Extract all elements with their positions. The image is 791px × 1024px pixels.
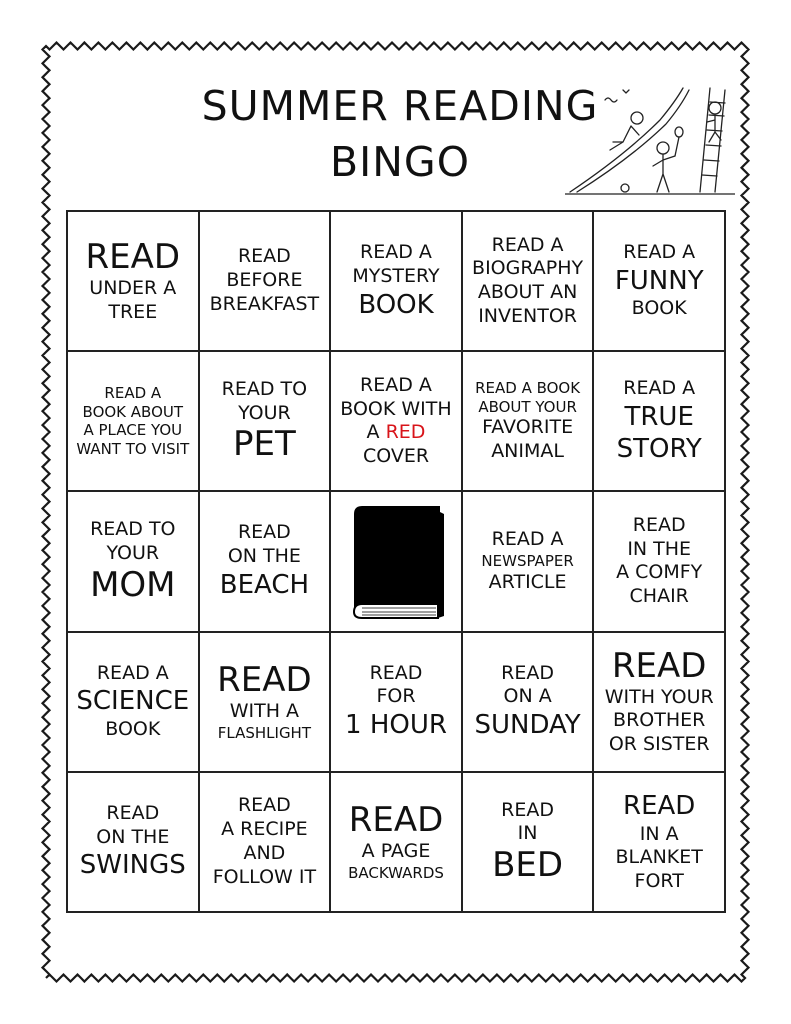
square-text-line: READ xyxy=(237,245,291,268)
bingo-square-read-on-a-sunday[interactable] xyxy=(462,632,594,772)
square-text-line: BREAKFAST xyxy=(209,292,320,315)
black-book-icon xyxy=(346,500,446,622)
square-text-line: UNDER A xyxy=(89,276,177,299)
square-text-line: BOOK ABOUT xyxy=(82,402,184,421)
bingo-square-read-red-cover[interactable] xyxy=(330,351,462,491)
square-text-line: READ A xyxy=(623,376,696,399)
bingo-square-read-a-true-story[interactable] xyxy=(593,351,725,491)
square-text-line: READ xyxy=(611,645,707,686)
title-line-2: BINGO xyxy=(330,138,470,186)
square-text-line: READ xyxy=(369,661,423,684)
square-text-line: ON THE xyxy=(96,825,170,848)
square-text-line: ARTICLE xyxy=(488,570,567,593)
page-title xyxy=(170,78,630,190)
square-text-line: FORT xyxy=(634,870,684,893)
square-text-line: WITH A xyxy=(229,699,300,722)
square-text-line: YOUR xyxy=(106,541,160,564)
square-text-line: A RECIPE xyxy=(221,818,308,841)
bingo-square-read-a-biography[interactable] xyxy=(462,211,594,351)
square-text-line: NEWSPAPER xyxy=(481,552,574,571)
square-text-line: CHAIR xyxy=(629,585,689,608)
square-text-line: TREE xyxy=(108,300,158,323)
children-on-slide-illustration xyxy=(565,80,735,195)
square-text-line: READ xyxy=(106,801,160,824)
square-text-line: READ xyxy=(623,791,696,822)
square-text-line: WITH YOUR xyxy=(604,685,714,708)
square-text-line: BOOK WITH xyxy=(340,397,452,420)
bingo-square-read-a-science-book[interactable] xyxy=(67,632,199,772)
bingo-square-read-a-recipe[interactable] xyxy=(199,772,331,912)
square-text-line: A PAGE xyxy=(361,840,431,863)
square-text-line: ON THE xyxy=(227,545,301,568)
square-text-line: BEFORE xyxy=(226,269,303,292)
square-text-line: READ xyxy=(85,236,181,277)
square-text-line: FUNNY xyxy=(614,265,704,296)
square-text-line: FOR xyxy=(376,685,416,708)
square-text-line: BED xyxy=(492,845,564,886)
bingo-square-read-on-the-swings[interactable] xyxy=(67,772,199,912)
square-text-line: SUNDAY xyxy=(474,710,581,741)
square-text-line: ABOUT AN xyxy=(477,281,578,304)
square-text-line: YOUR xyxy=(238,401,291,424)
square-text-line: BLANKET xyxy=(615,846,703,869)
square-text-line: STORY xyxy=(616,434,702,465)
square-text-line: READ A xyxy=(491,528,564,551)
square-text-line: BOOK xyxy=(358,289,434,320)
red-word: RED xyxy=(385,421,426,444)
square-text-line: A PLACE YOU xyxy=(83,421,183,440)
square-text-line: BOOK xyxy=(631,297,687,320)
bingo-square-read-a-funny-book[interactable] xyxy=(593,211,725,351)
square-text-line: BACKWARDS xyxy=(348,863,444,882)
square-text-line: AND xyxy=(243,841,286,864)
bingo-square-read-a-page-backwards[interactable] xyxy=(330,772,462,912)
square-text-line: COVER xyxy=(362,445,430,468)
square-text-line: READ xyxy=(237,521,291,544)
square-text-line: INVENTOR xyxy=(478,304,577,327)
bingo-square-read-in-bed[interactable] xyxy=(462,772,594,912)
square-text-line: FLASHLIGHT xyxy=(217,723,312,742)
square-text-line: BOOK xyxy=(105,717,161,740)
bingo-square-read-in-a-blanket-fort[interactable] xyxy=(593,772,725,912)
square-text-line: WANT TO VISIT xyxy=(76,440,190,459)
square-text-line: BROTHER xyxy=(613,709,706,732)
bingo-square-read-on-the-beach[interactable] xyxy=(199,491,331,631)
square-text-line: READ A BOOK xyxy=(475,378,581,397)
square-text-line: READ A xyxy=(96,661,169,684)
square-text-line: BEACH xyxy=(219,569,310,600)
square-text-line: READ xyxy=(237,794,291,817)
square-text-line: ABOUT YOUR xyxy=(478,397,577,416)
square-text-line: ANIMAL xyxy=(491,440,564,463)
square-text-line: PET xyxy=(233,424,296,465)
square-text-line: READ A xyxy=(491,233,564,256)
square-text-line: ON A xyxy=(503,685,552,708)
square-text-line: FAVORITE xyxy=(482,416,574,439)
square-text-line: FOLLOW IT xyxy=(212,865,317,888)
square-text-line: A RED xyxy=(366,421,426,444)
square-text-line: SCIENCE xyxy=(76,686,190,717)
square-text-line: MOM xyxy=(90,564,176,605)
bingo-square-read-about-a-place[interactable] xyxy=(67,351,199,491)
square-text-line: A COMFY xyxy=(616,561,703,584)
square-text-line: READ xyxy=(632,513,686,536)
bingo-square-read-for-1-hour[interactable] xyxy=(330,632,462,772)
bingo-square-read-to-your-pet[interactable] xyxy=(199,351,331,491)
square-text-line: READ xyxy=(217,659,312,700)
square-text-line: READ A xyxy=(360,373,432,396)
square-text-line: IN xyxy=(517,822,538,845)
bingo-grid xyxy=(66,210,726,913)
bingo-square-read-with-a-flashlight[interactable] xyxy=(199,632,331,772)
square-text-line: READ TO xyxy=(90,518,176,541)
bingo-square-read-a-mystery-book[interactable] xyxy=(330,211,462,351)
square-text-line: BIOGRAPHY xyxy=(472,257,584,280)
bingo-square-read-favorite-animal[interactable] xyxy=(462,351,594,491)
square-text-line: IN A xyxy=(639,822,679,845)
bingo-square-read-to-your-mom[interactable] xyxy=(67,491,199,631)
bingo-square-read-comfy-chair[interactable] xyxy=(593,491,725,631)
title-line-1: SUMMER READING xyxy=(201,82,599,130)
square-text-line: READ A xyxy=(104,383,162,402)
free-space-book-cell[interactable] xyxy=(330,491,462,631)
square-text-line: READ TO xyxy=(221,377,308,400)
square-text-line: 1 HOUR xyxy=(345,710,447,741)
square-text-line: OR SISTER xyxy=(608,733,710,756)
square-text-line: READ xyxy=(348,800,444,841)
square-text-line: IN THE xyxy=(627,537,692,560)
bingo-square-read-under-a-tree[interactable] xyxy=(67,211,199,351)
square-text-line: READ xyxy=(501,798,555,821)
square-text-line: MYSTERY xyxy=(352,264,440,287)
square-text-line: READ A xyxy=(360,241,432,264)
square-text-line: SWINGS xyxy=(79,850,186,881)
bingo-square-read-a-newspaper[interactable] xyxy=(462,491,594,631)
square-text-line: READ A xyxy=(623,241,696,264)
bingo-square-read-before-breakfast[interactable] xyxy=(199,211,331,351)
square-text-line: READ xyxy=(501,661,555,684)
square-text-line: TRUE xyxy=(624,401,694,432)
bingo-square-read-with-sibling[interactable] xyxy=(593,632,725,772)
